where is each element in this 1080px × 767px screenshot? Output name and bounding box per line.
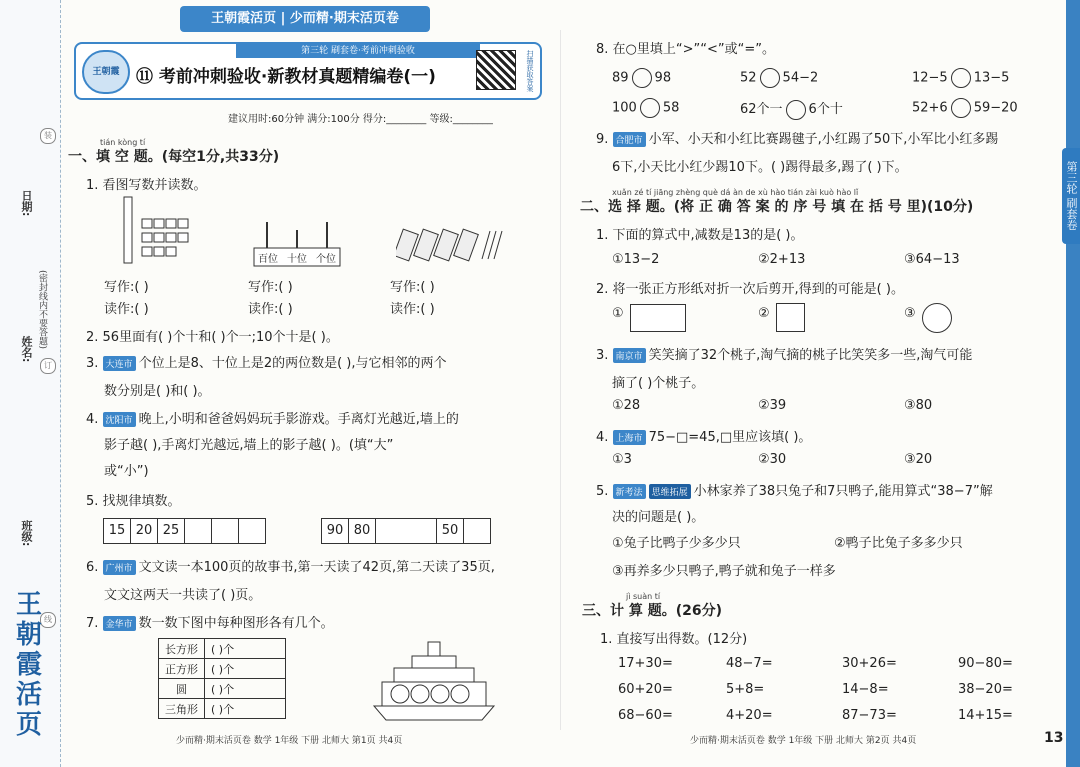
pattern-cell: 90: [321, 518, 349, 544]
abacus-label: 十位: [287, 254, 307, 265]
compare-right: 98: [654, 70, 672, 86]
compare-item: [612, 68, 671, 88]
choice-option: ①3: [612, 452, 632, 467]
compare-left: 12−5: [912, 70, 948, 86]
choice-option: ②39: [758, 398, 787, 413]
compare-circle[interactable]: [632, 68, 652, 88]
score-info: 建议用时:60分钟 满分:100分 得分:________ 等级:________: [228, 114, 493, 125]
shape-count-table: [158, 638, 286, 719]
shape-name: 三角形: [159, 699, 205, 719]
question-7: 7. 金华市 数一数下图中每种图形各有几个。: [86, 616, 334, 631]
section-title: 一、填 空 题。(每空1分,共33分): [68, 149, 280, 165]
calc-item[interactable]: 48−7=: [726, 656, 773, 671]
question-text: 75−□=45,□里应该填( )。: [648, 430, 812, 445]
question-text: 笑笑摘了32个桃子,淘气摘的桃子比笑笑多一些,淘气可能: [648, 348, 973, 363]
compare-circle[interactable]: [951, 68, 971, 88]
shape-name: 长方形: [159, 639, 205, 659]
rectangle-option: [630, 304, 686, 332]
series-banner: 王朝霞活页 | 少而精·期末活页卷: [180, 6, 430, 32]
compare-item: [740, 68, 818, 88]
calc-item[interactable]: 4+20=: [726, 708, 773, 723]
region-badge: 金华市: [103, 616, 136, 631]
pinyin: xuǎn zé tí jiāng zhèng què dá àn de xù hào tián zài kuò hào lǐ: [612, 188, 859, 197]
choice-option: ③再养多少只鸭子,鸭子就和兔子一样多: [612, 564, 836, 579]
pattern-cell[interactable]: [184, 518, 212, 544]
compare-right: 6个十: [808, 102, 843, 117]
choice-question-3-cont: 摘了( )个桃子。: [612, 376, 705, 391]
calc-question-1: 1. 直接写出得数。(12分): [600, 632, 748, 647]
pattern-cell: 25: [157, 518, 185, 544]
choice-question-5: 5. 新考法 思维拓展 小林家养了38只兔子和7只鸭子,能用算式“38−7”解: [596, 484, 993, 499]
pattern-cell: 50: [436, 518, 464, 544]
shape-count[interactable]: ( )个: [205, 659, 286, 679]
shape-count[interactable]: ( )个: [205, 639, 286, 659]
binding-hole: 线: [40, 612, 56, 628]
qr-code[interactable]: [476, 50, 516, 90]
choice-question-3: 3. 南京市 笑笑摘了32个桃子,淘气摘的桃子比笑笑多一些,淘气可能: [596, 348, 973, 363]
question-6-cont: 文文这两天一共读了( )页。: [104, 588, 262, 603]
choice-question-5-cont: 决的问题是( )。: [612, 510, 705, 525]
choice-question-1: 1. 下面的算式中,减数是13的是( )。: [596, 228, 804, 243]
read-blank[interactable]: 读作:( ): [104, 302, 149, 317]
compare-circle[interactable]: [640, 98, 660, 118]
calc-item[interactable]: 30+26=: [842, 656, 897, 671]
circle-option: [922, 303, 952, 333]
qr-caption: 扫描获取答案: [526, 50, 534, 92]
choice-question-4: 4. 上海市 75−□=45,□里应该填( )。: [596, 430, 812, 445]
pattern-cell: 80: [348, 518, 376, 544]
region-badge: 大连市: [103, 356, 136, 371]
pattern-cell[interactable]: [463, 518, 491, 544]
pattern-cell: 15: [103, 518, 131, 544]
question-text: 数一数下图中每种图形各有几个。: [138, 616, 334, 631]
abacus-label: 个位: [316, 254, 336, 265]
compare-circle[interactable]: [951, 98, 971, 118]
pattern-row-2: [322, 518, 491, 544]
question-4-cont: 影子越( ),手离灯光越远,墙上的影子越( )。(填“大”: [104, 438, 394, 453]
pattern-cell: 20: [130, 518, 158, 544]
calc-item[interactable]: 38−20=: [958, 682, 1013, 697]
page-number: 13: [1044, 730, 1064, 746]
choice-option: ①: [612, 306, 624, 321]
seal-note: (密封线内不要答题): [37, 270, 47, 350]
question-1: 1. 看图写数并读数。: [86, 178, 207, 193]
name-label: 姓名:: [20, 336, 33, 363]
compare-right: 59−20: [973, 100, 1018, 116]
choice-question-2: 2. 将一张正方形纸对折一次后剪开,得到的可能是( )。: [596, 282, 904, 297]
pattern-row-1: [104, 518, 266, 544]
calc-item[interactable]: 14−8=: [842, 682, 889, 697]
compare-right: 54−2: [782, 70, 819, 86]
question-5: 5. 找规律填数。: [86, 494, 181, 509]
shape-name: 正方形: [159, 659, 205, 679]
pattern-cell[interactable]: [238, 518, 266, 544]
class-label: 班级:: [20, 520, 33, 547]
footer-left: 少而精·期末活页卷 数学 1年级 下册 北师大 第1页 共4页: [176, 736, 403, 746]
calc-item[interactable]: 60+20=: [618, 682, 673, 697]
shape-count[interactable]: ( )个: [205, 679, 286, 699]
compare-left: 100: [612, 100, 637, 116]
brand-badge: 王朝霞: [82, 50, 130, 94]
ship-figure: [372, 640, 496, 722]
calc-item[interactable]: 90−80=: [958, 656, 1013, 671]
calc-item[interactable]: 87−73=: [842, 708, 897, 723]
shape-count[interactable]: ( )个: [205, 699, 286, 719]
thinking-badge: 思维拓展: [649, 484, 691, 499]
paper-header: [74, 42, 542, 100]
question-text: 文文读一本100页的故事书,第一天读了42页,第二天读了35页,: [138, 560, 495, 575]
section-title: 二、选 择 题。(将 正 确 答 案 的 序 号 填 在 括 号 里)(10分): [580, 199, 974, 215]
page-divider: [560, 30, 561, 730]
compare-item: [912, 68, 1009, 88]
pinyin: jì suàn tí: [626, 592, 661, 601]
region-badge: 上海市: [613, 430, 646, 445]
pattern-cell[interactable]: [375, 518, 437, 544]
binding-hole: 订: [40, 358, 56, 374]
compare-right: 58: [662, 100, 680, 116]
choice-option: ③64−13: [904, 252, 960, 267]
read-blank[interactable]: 读作:( ): [390, 302, 435, 317]
question-3: 3. 大连市 个位上是8、十位上是2的两位数是( ),与它相邻的两个: [86, 356, 447, 371]
choice-option: ②: [758, 306, 770, 321]
binding-hole: 装: [40, 128, 56, 144]
shape-name: 圆: [159, 679, 205, 699]
question-2: 2. 56里面有( )个十和( )个一;10个十是( )。: [86, 330, 339, 345]
compare-circle[interactable]: [786, 100, 806, 120]
question-9: 9. 合肥市 小军、小天和小红比赛踢毽子,小红踢了50下,小军比小红多踢: [596, 132, 999, 147]
compare-right: 13−5: [973, 70, 1010, 86]
question-text: 小军、小天和小红比赛踢毽子,小红踢了50下,小军比小红多踢: [648, 132, 999, 147]
region-badge: 沈阳市: [103, 412, 136, 427]
choice-option: ①兔子比鸭子少多少只: [612, 536, 741, 551]
calc-item[interactable]: 14+15=: [958, 708, 1013, 723]
question-4: 4. 沈阳市 晚上,小明和爸爸妈妈玩手影游戏。手离灯光越近,墙上的: [86, 412, 459, 427]
region-badge: 广州市: [103, 560, 136, 575]
region-badge: 南京市: [613, 348, 646, 363]
question-6: 6. 广州市 文文读一本100页的故事书,第一天读了42页,第二天读了35页,: [86, 560, 495, 575]
right-edge: [1066, 0, 1080, 767]
question-text: 晚上,小明和爸爸妈妈玩手影游戏。手离灯光越近,墙上的: [138, 412, 459, 427]
block-picture: [118, 195, 208, 265]
choice-option: ③20: [904, 452, 933, 467]
date-label: 日期:: [20, 190, 33, 217]
question-8: 8. 在○里填上“>”“<”或“=”。: [596, 42, 775, 57]
compare-item: [740, 98, 843, 120]
choice-option: ②30: [758, 452, 787, 467]
paper-title: ⑪ 考前冲刺验收·新教材真题精编卷(一): [136, 67, 436, 87]
calc-item[interactable]: 17+30=: [618, 656, 673, 671]
write-blank[interactable]: 写作:( ): [390, 280, 435, 295]
read-blank[interactable]: 读作:( ): [248, 302, 293, 317]
choice-option: ①28: [612, 398, 641, 413]
brand-logo: 王朝霞活页: [15, 590, 42, 740]
write-blank[interactable]: 写作:( ): [248, 280, 293, 295]
section-title: 三、计 算 题。(26分): [582, 603, 723, 619]
choice-option: ③: [904, 306, 916, 321]
footer-right: 少而精·期末活页卷 数学 1年级 下册 北师大 第2页 共4页: [690, 736, 917, 746]
compare-left: 89: [612, 70, 629, 86]
choice-option: ②鸭子比兔子多多少只: [834, 536, 963, 551]
question-9-cont: 6下,小天比小红少踢10下。( )踢得最多,踢了( )下。: [612, 160, 908, 175]
question-4-cont: 或“小”): [104, 464, 149, 479]
compare-item: [912, 98, 1018, 118]
new-method-badge: 新考法: [613, 484, 646, 499]
pinyin: tián kòng tí: [100, 138, 146, 147]
abacus-label: 百位: [258, 254, 278, 265]
pattern-cell[interactable]: [211, 518, 239, 544]
round-tag: 第三轮 刷套卷·考前冲刺验收: [236, 44, 480, 58]
square-option: [776, 303, 805, 332]
compare-circle[interactable]: [760, 68, 780, 88]
choice-option: ①13−2: [612, 252, 660, 267]
compare-left: 52+6: [912, 100, 948, 116]
calc-item[interactable]: 68−60=: [618, 708, 673, 723]
compare-left: 52: [740, 70, 757, 86]
question-text: 个位上是8、十位上是2的两位数是( ),与它相邻的两个: [138, 356, 447, 371]
compare-item: [612, 98, 679, 118]
question-text: 小林家养了38只兔子和7只鸭子,能用算式“38−7”解: [693, 484, 993, 499]
choice-option: ③80: [904, 398, 933, 413]
round-tab: 第三轮 刷套卷: [1062, 148, 1080, 244]
region-badge: 合肥市: [613, 132, 646, 147]
choice-option: ②2+13: [758, 252, 806, 267]
question-3-cont: 数分别是( )和( )。: [104, 384, 211, 399]
write-blank[interactable]: 写作:( ): [104, 280, 149, 295]
calc-item[interactable]: 5+8=: [726, 682, 765, 697]
stick-bundles: [396, 225, 506, 265]
compare-left: 62个一: [740, 102, 783, 117]
